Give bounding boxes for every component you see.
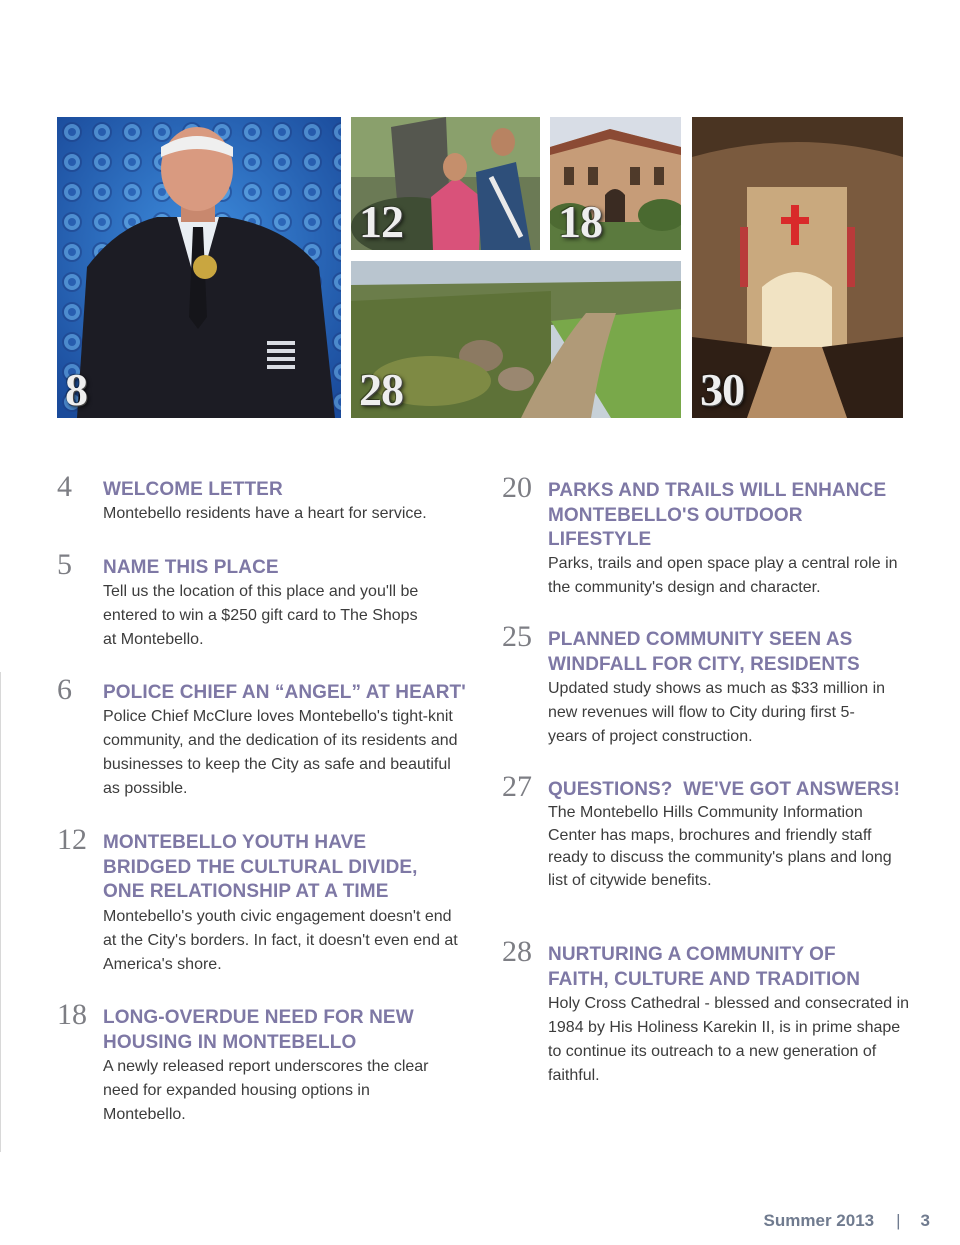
toc-heading: LONG-OVERDUE NEED FOR NEW HOUSING IN MONTEBELLO [103,1007,414,1053]
photo-cathedral[interactable] [692,117,903,418]
toc-page-number: 6 [57,673,72,706]
toc-page-number: 18 [57,998,87,1031]
photo-page-number: 12 [359,196,403,247]
toc-heading: WELCOME LETTER [103,479,283,500]
page-edge-rule [0,672,1,1152]
toc-description: Tell us the location of this place and you'll be entered to win a $250 gift card to The Shops at Montebello. [103,583,419,648]
toc-heading: POLICE CHIEF AN “ANGEL” AT HEART' [103,682,466,703]
photo-youth[interactable] [351,117,540,250]
toc-description: Montebello residents have a heart for service. [103,505,427,522]
toc-page-number: 12 [57,823,87,856]
photo-page-number: 30 [700,364,744,415]
toc-description: A newly released report underscores the clear need for expanded housing options in Montebello. [103,1058,429,1123]
toc-page-number: 5 [57,548,72,581]
toc-page-number: 4 [57,470,72,503]
issue-label: Summer 2013 [763,1211,875,1230]
toc-heading: MONTEBELLO YOUTH HAVE BRIDGED THE CULTURAL DIVIDE, ONE RELATIONSHIP AT A TIME [103,832,418,902]
toc-heading: PLANNED COMMUNITY SEEN AS WINDFALL FOR CITY, RESIDENTS [548,629,860,675]
toc-heading: NURTURING A COMMUNITY OF FAITH, CULTURE AND TRADITION [548,944,861,990]
toc-description: The Montebello Hills Community Information Center has maps, brochures and friendly staff ready to discuss the community's plans and long list of citywide benefits. [548,804,892,889]
police-chief-photo [57,117,341,418]
toc-description: Parks, trails and open space play a central role in the community's design and character. [548,555,898,596]
toc-page-number: 27 [502,770,532,803]
toc-description: Updated study shows as much as $33 million in new revenues will flow to City during first 5-years of project construction. [548,680,886,745]
photo-page-number: 8 [65,364,87,415]
toc-description: Police Chief McClure loves Montebello's tight-knit community, and the dedication of its residents and businesses to keep the City as safe and beautiful as possible. [103,708,458,797]
footer-separator: | [896,1211,901,1230]
toc-heading: PARKS AND TRAILS WILL ENHANCE MONTEBELLO'S OUTDOOR LIFESTYLE [548,480,887,550]
toc-page-number: 25 [502,620,532,653]
toc-page-number: 28 [502,935,532,968]
page-footer [764,1211,930,1231]
photo-page-number: 18 [558,196,602,247]
toc-heading: QUESTIONS? WE'VE GOT ANSWERS! [548,779,900,800]
page-number: 3 [920,1211,930,1230]
toc-heading: NAME THIS PLACE [103,557,279,578]
toc-page-number: 20 [502,471,532,504]
photo-trail[interactable] [351,261,681,418]
photo-housing[interactable] [550,117,681,250]
toc-description: Montebello's youth civic engagement doesn't end at the City's borders. In fact, it doesn't even end at America's shore. [103,908,458,973]
toc-description: Holy Cross Cathedral - blessed and consecrated in 1984 by His Holiness Karekin II, is in prime shape to continue its outreach to a new generation of faithful. [548,995,910,1084]
photo-page-number: 28 [359,364,403,415]
photo-police-chief[interactable] [57,117,341,418]
